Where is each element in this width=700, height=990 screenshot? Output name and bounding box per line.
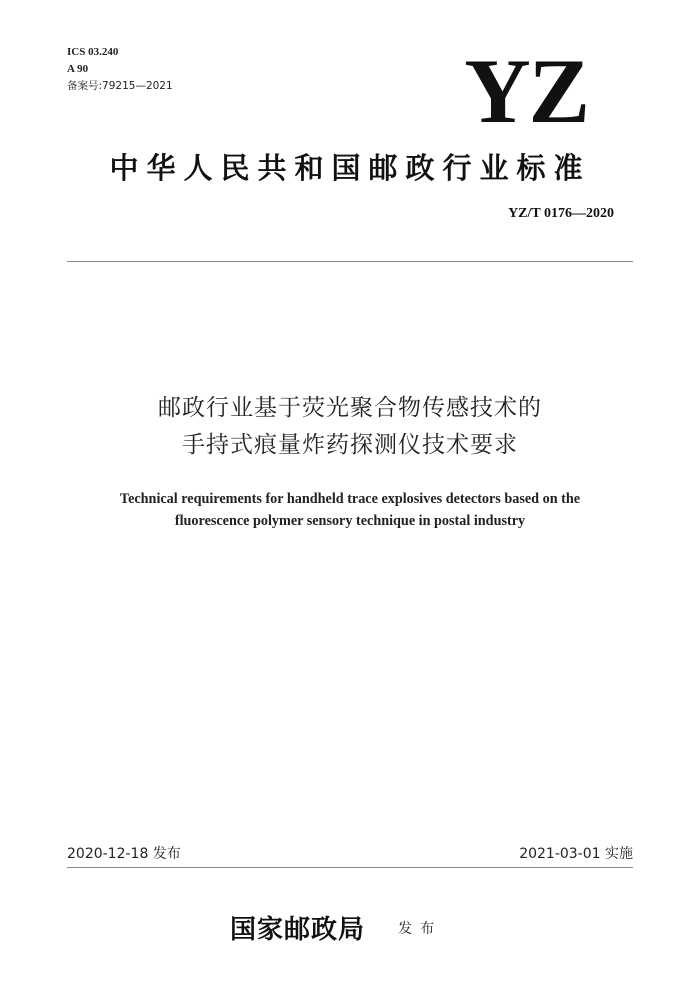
english-title-line-2: fluorescence polymer sensory technique in postal industry bbox=[174, 513, 526, 529]
classification-block bbox=[67, 44, 173, 95]
category-code: A 90 bbox=[67, 63, 89, 75]
standard-type-title: 中华人民共和国邮政行业标准 bbox=[109, 151, 591, 185]
standard-logo: YZ bbox=[464, 40, 588, 142]
issue-date: 2020-12-18 发布 bbox=[67, 846, 181, 862]
ics-code: ICS 03.240 bbox=[67, 46, 119, 58]
english-title bbox=[40, 488, 660, 532]
top-divider bbox=[67, 261, 633, 262]
standard-code: YZ/T 0176—2020 bbox=[508, 206, 614, 221]
english-title-line-1: Technical requirements for handheld trace explosives detectors based on the bbox=[119, 491, 581, 507]
chinese-title-line-1: 邮政行业基于荧光聚合物传感技术的 bbox=[158, 395, 542, 421]
implementation-date: 2021-03-01 实施 bbox=[519, 846, 633, 862]
bottom-divider bbox=[67, 867, 633, 868]
filing-number: 备案号:79215—2021 bbox=[67, 80, 173, 92]
issuer-verb: 发布 bbox=[398, 920, 443, 937]
issuer-line bbox=[230, 909, 442, 946]
chinese-title bbox=[60, 390, 640, 464]
issuer-name: 国家邮政局 bbox=[230, 915, 366, 945]
chinese-title-line-2: 手持式痕量炸药探测仪技术要求 bbox=[182, 432, 518, 458]
